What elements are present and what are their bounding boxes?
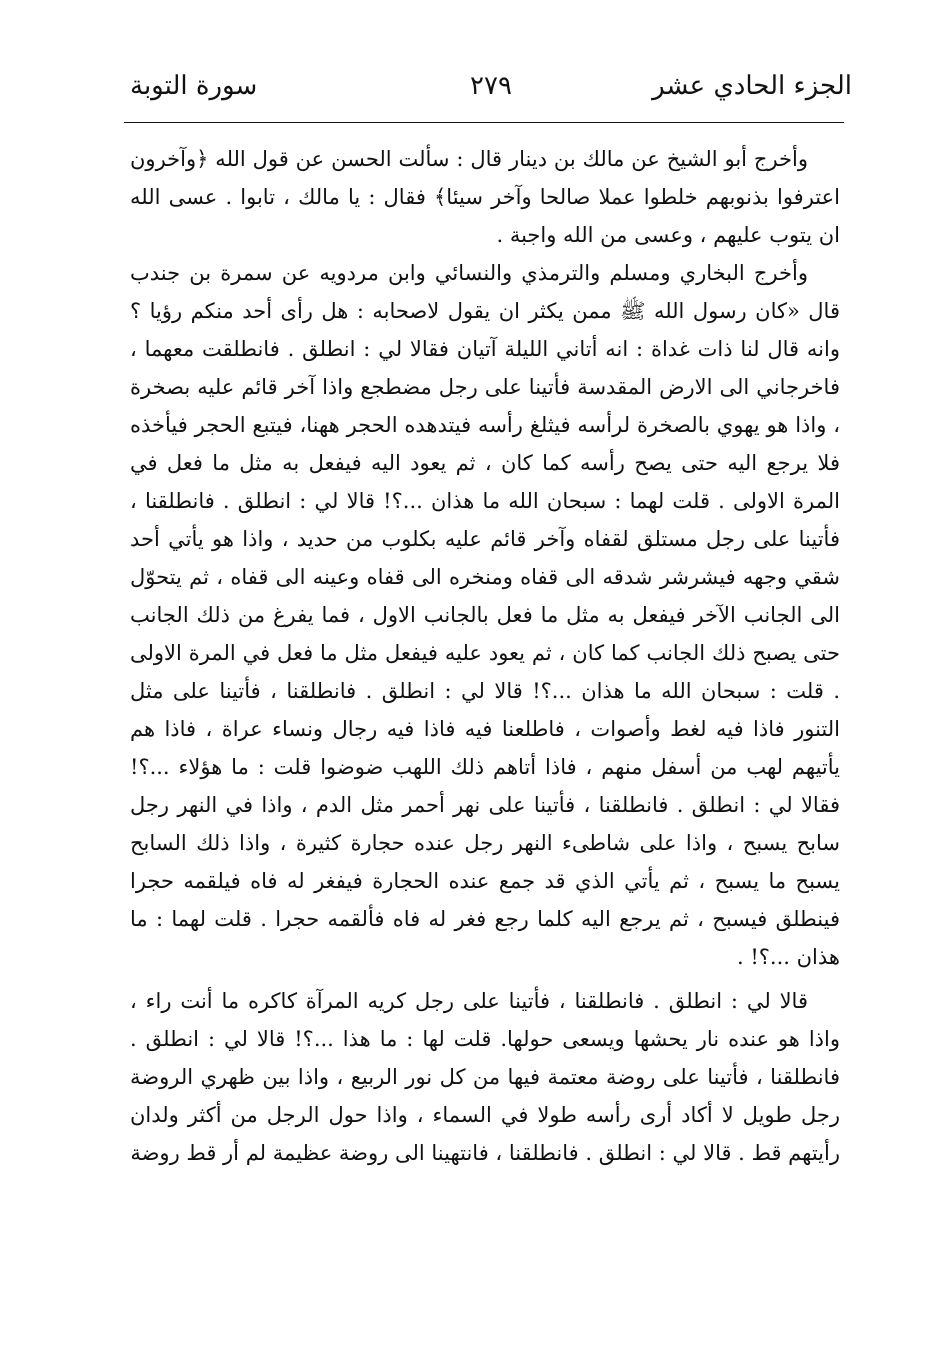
part-title: الجزء الحادي عشر (652, 71, 852, 101)
header-rule (124, 122, 844, 123)
paragraph-1: وأخرج أبو الشيخ عن مالك بن دينار قال : سألت الحسن عن قول الله ﴿وآخرون اعترفوا بذنوبهم خلطوا عملا صالحا وآخر سيئا﴾ فقال : يا مالك ، تابوا . عسى الله ان يتوب عليهم ، وعسى من الله واجبة . (130, 147, 840, 247)
page-body (130, 140, 840, 1172)
paragraph-2: وأخرج البخاري ومسلم والترمذي والنسائي وابن مردويه عن سمرة بن جندب قال «كان رسول الله ﷺ ممن يكثر ان يقول لاصحابه : هل رأى أحد منكم رؤيا ؟ وانه قال لنا ذات غداة : انه أتاني الليلة آتيان فقالا لي : انطلق . فانطلقت معهما ، فاخرجاني الى الارض المقدسة فأتينا على رجل مضطجع واذا آخر قائم عليه بصخرة ، واذا هو يهوي بالصخرة لرأسه فيثلغ رأسه فيتدهده الحجر ههنا، فيتبع الحجر فيأخذه فلا يرجع اليه حتى يصح رأسه كما كان ، ثم يعود اليه فيفعل به مثل ما فعل في المرة الاولى . قلت لهما : سبحان الله ما هذان ...؟! قالا لي : انطلق . فانطلقنا ، فأتينا على رجل مستلق لقفاه وآخر قائم عليه بكلوب من حديد ، واذا هو يأتي أحد شقي وجهه فيشرشر شدقه الى قفاه ومنخره الى قفاه وعينه الى قفاه ، ثم يتحوّل الى الجانب الآخر فيفعل به مثل ما فعل بالجانب الاول ، فما يفرغ من ذلك الجانب حتى يصبح ذلك الجانب كما كان ، ثم يعود عليه فيفعل مثل ما فعل في المرة الاولى . قلت : سبحان الله ما هذان ...؟! قالا لي : انطلق . فانطلقنا ، فأتينا على مثل التنور فاذا فيه لغط وأصوات ، فاطلعنا فيه فاذا فيه رجال ونساء عراة ، فاذا هم يأتيهم لهب من أسفل منهم ، فاذا أتاهم ذلك اللهب ضوضوا قلت : ما هؤلاء ...؟! فقالا لي : انطلق . فانطلقنا ، فأتينا على نهر أحمر مثل الدم ، واذا في النهر رجل سابح يسبح ، واذا على شاطىء النهر رجل عنده حجارة كثيرة ، واذا ذلك السابح يسبح ما يسبح ، ثم يأتي الذي قد جمع عنده الحجارة فيفغر له فاه فيلقمه حجرا فينطلق فيسبح ، ثم يرجع اليه كلما رجع فغر له فاه فألقمه حجرا . قلت لهما : ما هذان ...؟! . (130, 261, 840, 969)
page-number: ٢٧٩ (470, 71, 512, 101)
paragraph-3: قالا لي : انطلق . فانطلقنا ، فأتينا على رجل كريه المرآة كاكره ما أنت راء ، واذا هو عنده نار يحشها ويسعى حولها. قلت لها : ما هذا ...؟! قالا لي : انطلق . فانطلقنا ، فأتينا على روضة معتمة فيها من كل نور الربيع ، واذا بين ظهري الروضة رجل طويل لا أكاد أرى رأسه طولا في السماء ، واذا حول الرجل من أكثر ولدان رأيتهم قط . قالا لي : انطلق . فانطلقنا ، فانتهينا الى روضة عظيمة لم أر قط روضة (130, 989, 840, 1165)
page-header (130, 66, 852, 106)
surah-title: سورة التوبة (130, 71, 258, 101)
